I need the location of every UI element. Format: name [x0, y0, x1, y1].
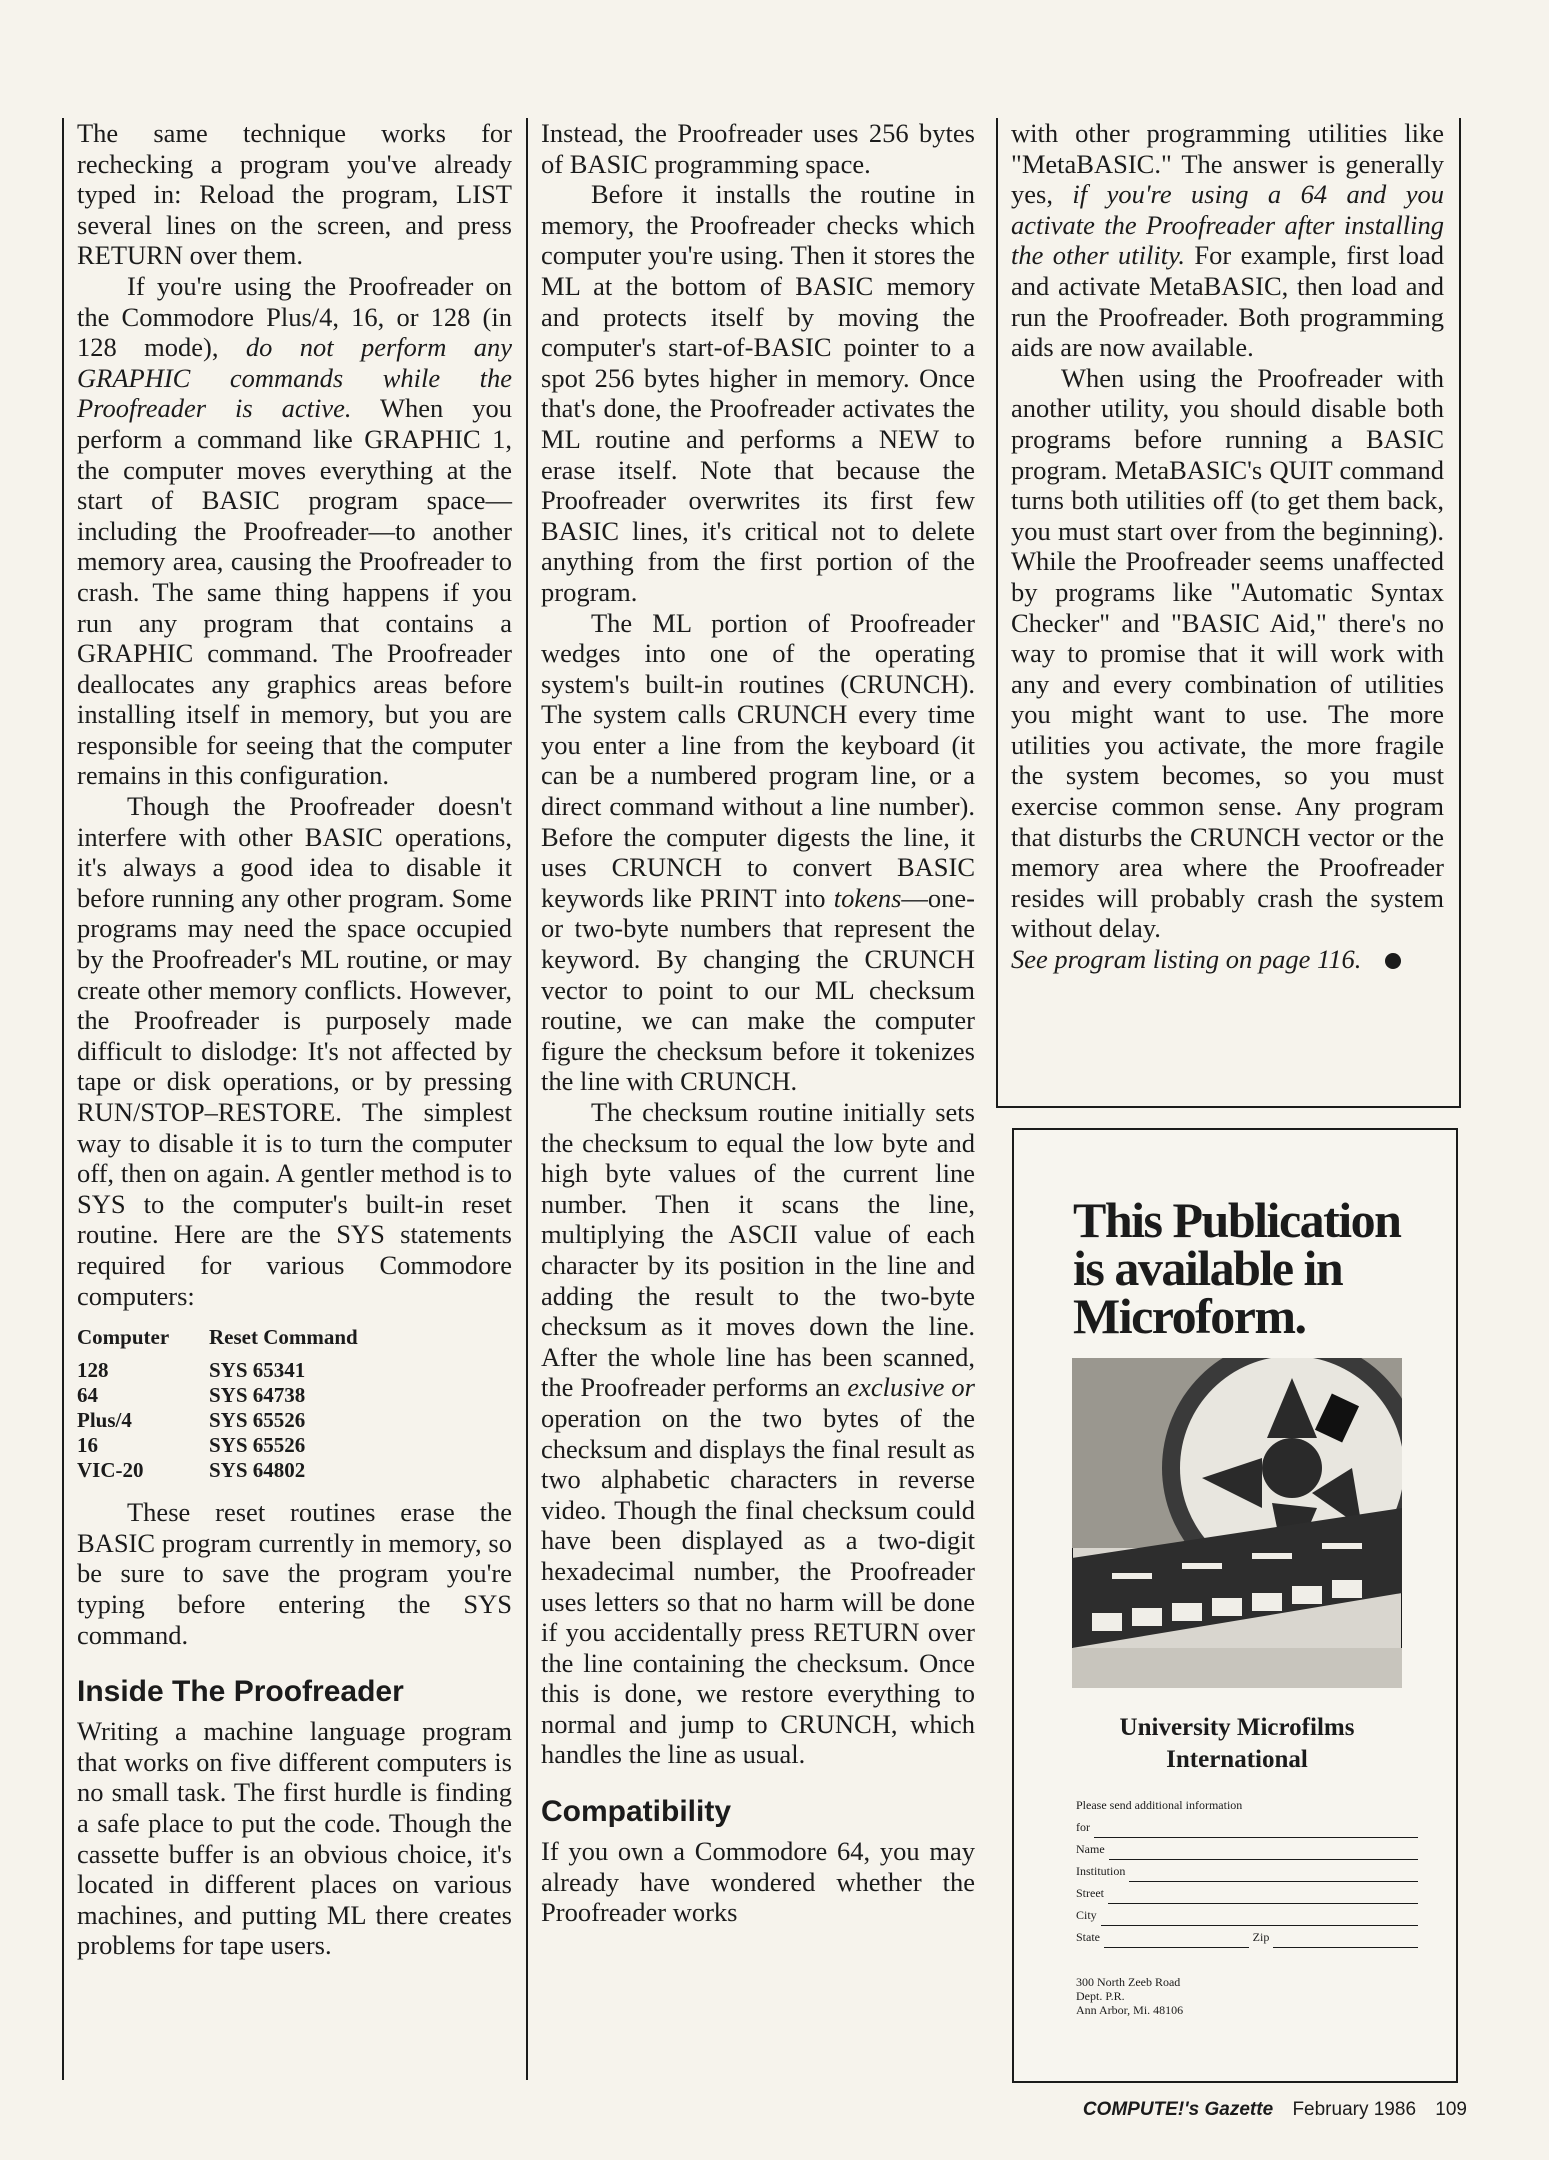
text: For example, first load and activate MetaBASIC, then load and run the Proofreader. Both programming aids are now available. [1011, 240, 1444, 363]
form-line [1094, 1823, 1418, 1838]
listing-text: See program listing on page 116. [1011, 944, 1362, 975]
text: If you're using the Proofreader on the Commodore Plus/4, 16, or 128 (in 128 mode), [77, 270, 512, 363]
column-rule-right-b [1459, 118, 1461, 1108]
form-label: State [1076, 1930, 1100, 1944]
cell-command: SYS 64802 [209, 1458, 306, 1483]
page-number: 109 [1435, 2099, 1467, 2120]
table-row [77, 1358, 358, 1383]
table-row [77, 1458, 358, 1483]
column-1 [77, 118, 512, 1961]
section-heading: Inside The Proofreader [77, 1675, 404, 1709]
table-row [77, 1408, 358, 1433]
text: When you perform a command like GRAPHIC 1, the computer moves everything at the start of BASIC program space—including the Proofreader—to another memory area, causing the Proofreader to crash. The same thing happens if you run any program that contains a GRAPHIC command. The Proofreader deallocates any graphics areas before installing itself in memory, but you are responsible for seeing that the computer remains in this configuration. [77, 393, 512, 791]
form-row-state-zip [1076, 1926, 1418, 1948]
italic-text: tokens [833, 882, 902, 913]
cell-computer: 128 [77, 1358, 109, 1383]
film-reel-photo [1072, 1358, 1402, 1688]
column-2 [541, 118, 975, 1928]
text: The checksum routine initially sets the checksum to equal the low byte and high byte values of the current line number. Then it scans the line, multiplying the ASCII value of each character by its position in the line and adding the result to the two-byte checksum as it moves down the line. After the whole line has been scanned, the Proofreader performs an [541, 1097, 975, 1403]
paragraph: These reset routines erase the BASIC program currently in memory, so be sure to save the program you're typing before entering the SYS command. [77, 1497, 512, 1650]
form-row-name [1076, 1838, 1418, 1860]
italic-text: do not perform any GRAPHIC commands while the Proofreader is active. [77, 332, 512, 424]
text: with other programming utilities like "MetaBASIC." The answer is generally yes, [1011, 118, 1444, 210]
header-computer: Computer [77, 1325, 170, 1350]
cell-command: SYS 64738 [209, 1383, 306, 1408]
org-line-2: International [1166, 1746, 1308, 1773]
paragraph [1011, 118, 1444, 363]
form-line [1129, 1867, 1418, 1882]
org-line-1: University Microfilms [1119, 1714, 1355, 1741]
italic-text: exclusive or [847, 1372, 975, 1403]
column-3 [1011, 118, 1444, 975]
form-label: Zip [1252, 1930, 1270, 1944]
address-line: 300 North Zeeb Road [1076, 1975, 1181, 1989]
address-line: Ann Arbor, Mi. 48106 [1076, 2003, 1184, 2017]
table-row [77, 1383, 358, 1408]
reset-command-table [77, 1325, 358, 1483]
address-line: Dept. P.R. [1076, 1989, 1125, 2003]
form-line [1108, 1889, 1418, 1904]
paragraph: Writing a machine language program that works on five different computers is no small task. The first hurdle is finding a safe place to put the code. Though the cassette buffer is an obvious choice, it's located in different places on various machines, and putting ML there creates problems for tape users. [77, 1716, 512, 1961]
column-rule-middle [526, 118, 528, 2080]
form-line [1104, 1933, 1249, 1948]
form-row-for [1076, 1816, 1418, 1838]
ad-address [1076, 1975, 1376, 2017]
cell-computer: Plus/4 [77, 1408, 132, 1433]
info-request-form [1076, 1794, 1418, 1948]
form-line [1101, 1911, 1418, 1926]
form-label: Institution [1076, 1864, 1126, 1878]
cell-command: SYS 65526 [209, 1408, 306, 1433]
magazine-name: COMPUTE!'s Gazette [1082, 2099, 1274, 2120]
paragraph: Though the Proofreader doesn't interfere with other BASIC operations, it's always a good idea to disable it before running any other program. Some programs may need the space occupied by the Proofreader's ML routine, or may create other memory conflicts. However, the Proofreader is purposely made difficult to dislodge: It's not affected by tape or disk operations, or by pressing RUN/STOP–RESTORE. The simplest way to disable it is to turn the computer off, then on again. A gentler method is to SYS to the computer's built-in reset routine. Here are the SYS statements required for various Commodore computers: [77, 791, 512, 1311]
cell-computer: VIC-20 [77, 1458, 144, 1483]
paragraph: Before it installs the routine in memory, the Proofreader checks which computer you're using. Then it stores the ML at the bottom of BASIC memory and protects itself by moving the computer's start-of-BASIC pointer to a spot 256 bytes higher in memory. Once that's done, the Proofreader activates the ML routine and performs a NEW to erase itself. Note that because the Proofreader overwrites its first few BASIC lines, it's critical not to delete anything from the first portion of the program. [541, 179, 975, 607]
cell-computer: 16 [77, 1433, 98, 1458]
table-header-row [77, 1325, 358, 1358]
column-rule-left [62, 118, 64, 2080]
form-label: for [1076, 1820, 1090, 1834]
ad-headline: This Publication is available in Microform. [1073, 1192, 1401, 1344]
issue-date: February 1986 [1292, 2099, 1417, 2120]
header-reset-command: Reset Command [209, 1325, 358, 1350]
cell-computer: 64 [77, 1383, 98, 1408]
paragraph: If you own a Commodore 64, you may already have wondered whether the Proofreader works [541, 1836, 975, 1928]
form-label: Name [1076, 1842, 1105, 1856]
listing-reference [1011, 944, 1444, 975]
column-rule-bottom [996, 1106, 1461, 1108]
form-row-city [1076, 1904, 1418, 1926]
end-of-article-icon [1385, 953, 1401, 969]
page-footer [1069, 2099, 1467, 2121]
paragraph: Instead, the Proofreader uses 256 bytes of BASIC programming space. [541, 118, 975, 179]
paragraph: The same technique works for rechecking a program you've already typed in: Reload the program, LIST several lines on the screen, and press RETURN over them. [77, 118, 512, 271]
text: The ML portion of Proofreader wedges into one of the operating system's built-in routines (CRUNCH). The system calls CRUNCH every time you enter a line from the keyboard (it can be a numbered program line, or a direct command without a line number). Before the computer digests the line, it uses CRUNCH to convert BASIC keywords like PRINT into [541, 607, 975, 913]
paragraph [541, 1097, 975, 1770]
cell-command: SYS 65341 [209, 1358, 306, 1383]
table-row [77, 1433, 358, 1458]
microform-advertisement [1012, 1128, 1458, 2083]
text: operation on the two bytes of the checksum and displays the final result as two alphabetic characters in reverse video. Though the final checksum could have been displayed as a two-digit hexadecimal number, the Proofreader uses letters so that no harm will be done if you accidentally press RETURN over the line containing the checksum. Once this is done, we restore everything to normal and jump to CRUNCH, which handles the line as usual. [541, 1402, 975, 1770]
form-row-street [1076, 1882, 1418, 1904]
text: —one- or two-byte numbers that represent the keyword. By changing the CRUNCH vector to point to our ML checksum routine, we can make the computer figure the checksum before it tokenizes the line with CRUNCH. [541, 882, 975, 1097]
cell-command: SYS 65526 [209, 1433, 306, 1458]
form-line [1273, 1933, 1418, 1948]
italic-text: if you're using a 64 and you activate the Proofreader after installing the other utility. [1011, 179, 1445, 271]
paragraph [77, 271, 512, 791]
form-label: City [1076, 1908, 1097, 1922]
form-label: Street [1076, 1886, 1104, 1900]
form-intro: Please send additional information [1076, 1798, 1243, 1812]
form-row-institution [1076, 1860, 1418, 1882]
column-rule-right-a [996, 118, 998, 1108]
paragraph: When using the Proofreader with another utility, you should disable both programs before running a BASIC program. MetaBASIC's QUIT command turns both utilities off (to get them back, you must start over from the beginning). While the Proofreader seems unaffected by programs like "Automatic Syntax Checker" and "BASIC Aid," there's no way to promise that it will work with any and every combination of utilities you might want to use. The more utilities you activate, the more fragile the system becomes, so you must exercise common sense. Any program that disturbs the CRUNCH vector or the memory area where the Proofreader resides will probably crash the system without delay. [1011, 362, 1444, 944]
paragraph [541, 608, 975, 1098]
form-line [1109, 1845, 1418, 1860]
section-heading: Compatibility [541, 1795, 732, 1829]
ad-organization [1044, 1712, 1430, 1776]
